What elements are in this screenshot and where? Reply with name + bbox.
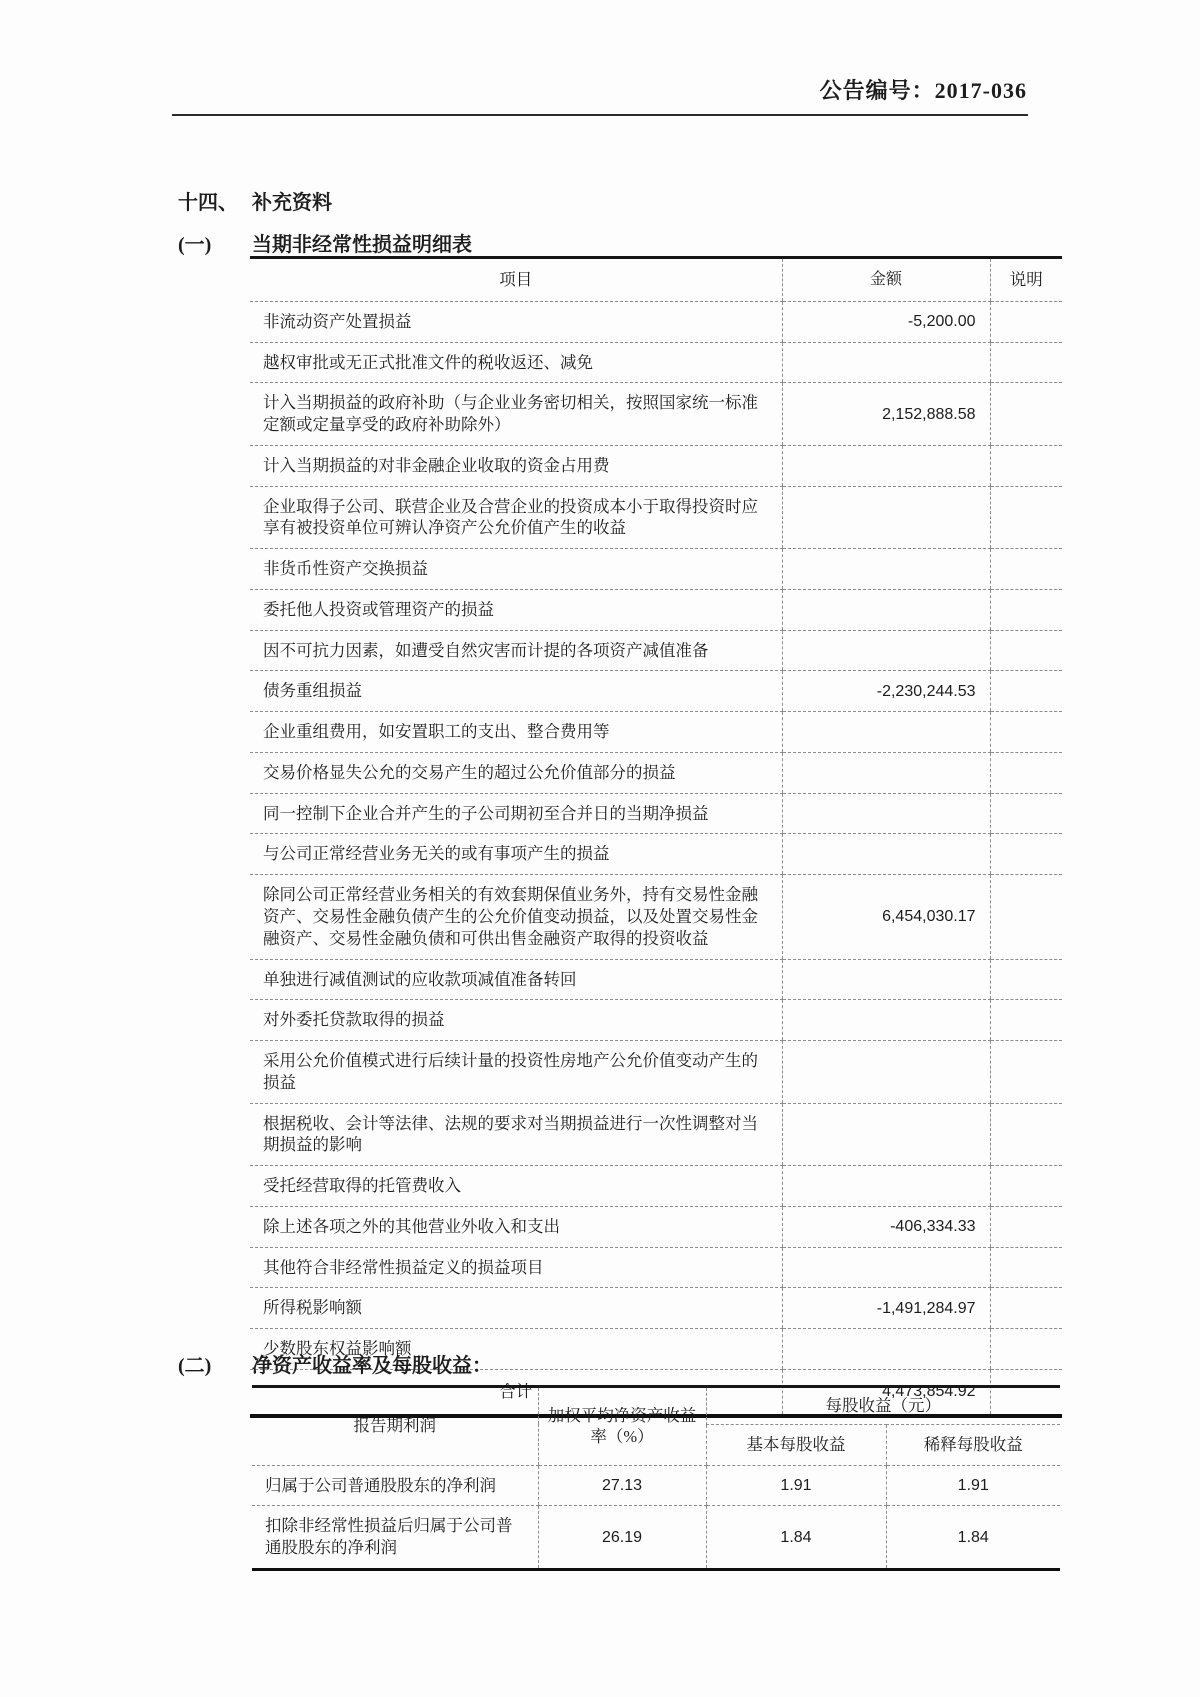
amount-cell — [782, 834, 990, 875]
item-cell: 非流动资产处置损益 — [250, 301, 782, 342]
table-row — [250, 630, 1062, 671]
table-row — [252, 1465, 1060, 1506]
section-title: 补充资料 — [252, 192, 332, 214]
table-row — [250, 834, 1062, 875]
table-row — [250, 383, 1062, 446]
table-row — [250, 752, 1062, 793]
item-cell: 除上述各项之外的其他营业外收入和支出 — [250, 1206, 782, 1247]
basic-eps-cell: 1.91 — [706, 1465, 886, 1506]
table-header-row — [252, 1387, 1060, 1425]
amount-cell: -5,200.00 — [782, 301, 990, 342]
note-cell — [990, 1166, 1062, 1207]
table-row — [250, 875, 1062, 959]
note-cell — [990, 301, 1062, 342]
item-cell: 企业重组费用，如安置职工的支出、整合费用等 — [250, 712, 782, 753]
item-cell: 计入当期损益的对非金融企业收取的资金占用费 — [250, 445, 782, 486]
total-label: 合计 — [499, 1381, 533, 1401]
amount-cell — [782, 752, 990, 793]
note-cell — [990, 1103, 1062, 1166]
note-cell — [990, 342, 1062, 383]
item-cell: 同一控制下企业合并产生的子公司期初至合并日的当期净损益 — [250, 793, 782, 834]
amount-cell — [782, 1166, 990, 1207]
column-header-basic-eps: 基本每股收益 — [706, 1424, 886, 1465]
note-cell — [990, 712, 1062, 753]
amount-cell — [782, 959, 990, 1000]
column-header-profit: 报告期利润 — [252, 1387, 538, 1466]
amount-cell: -406,334.33 — [782, 1206, 990, 1247]
note-cell — [990, 959, 1062, 1000]
table-row — [250, 549, 1062, 590]
subsection1-title: 当期非经常性损益明细表 — [252, 234, 472, 256]
table-row — [250, 342, 1062, 383]
section-heading — [178, 186, 332, 215]
subsection2-number: (二) — [178, 1355, 212, 1377]
nonrecurring-items-table — [250, 256, 1062, 1418]
column-header-roe: 加权平均净资产收益率（%） — [538, 1387, 706, 1466]
table-row — [250, 486, 1062, 549]
section-number: 十四、 — [178, 192, 238, 214]
roe-eps-table-body — [252, 1465, 1060, 1569]
amount-cell: 6,454,030.17 — [782, 875, 990, 959]
item-cell: 采用公允价值模式进行后续计量的投资性房地产公允价值变动产生的损益 — [250, 1041, 782, 1104]
note-cell — [990, 1041, 1062, 1104]
table-row — [250, 712, 1062, 753]
table-row — [250, 793, 1062, 834]
item-cell: 与公司正常经营业务无关的或有事项产生的损益 — [250, 834, 782, 875]
note-cell — [990, 445, 1062, 486]
table-row — [250, 1000, 1062, 1041]
note-cell — [990, 1000, 1062, 1041]
note-cell — [990, 834, 1062, 875]
subsection2-title: 净资产收益率及每股收益： — [252, 1355, 492, 1377]
profit-item-cell: 归属于公司普通股股东的净利润 — [252, 1465, 538, 1506]
header-divider — [172, 114, 1028, 116]
amount-cell — [782, 589, 990, 630]
subsection2-heading — [178, 1349, 492, 1378]
table-row — [250, 1166, 1062, 1207]
table-row — [250, 1288, 1062, 1329]
diluted-eps-cell: 1.91 — [886, 1465, 1060, 1506]
note-cell — [990, 1206, 1062, 1247]
column-header-eps-group: 每股收益（元） — [706, 1387, 1060, 1425]
column-header-diluted-eps: 稀释每股收益 — [886, 1424, 1060, 1465]
item-cell: 越权审批或无正式批准文件的税收返还、减免 — [250, 342, 782, 383]
amount-cell — [782, 445, 990, 486]
subsection1-number: (一) — [178, 234, 212, 256]
table-row — [250, 1103, 1062, 1166]
roe-cell: 27.13 — [538, 1465, 706, 1506]
column-header-item: 项目 — [250, 258, 782, 302]
note-cell — [990, 549, 1062, 590]
note-cell — [990, 671, 1062, 712]
profit-item-cell: 扣除非经常性损益后归属于公司普通股股东的净利润 — [265, 1516, 513, 1558]
note-cell — [990, 1329, 1062, 1370]
item-cell: 少数股东权益影响额 — [250, 1329, 782, 1370]
announcement-number: 公告编号：2017-036 — [819, 78, 1027, 103]
amount-cell — [782, 1041, 990, 1104]
item-cell: 因不可抗力因素，如遭受自然灾害而计提的各项资产减值准备 — [250, 630, 782, 671]
table-row — [250, 1041, 1062, 1104]
column-header-note: 说明 — [990, 258, 1062, 302]
nonrecurring-table-body — [250, 301, 1062, 1369]
item-cell: 所得税影响额 — [250, 1288, 782, 1329]
note-cell — [990, 486, 1062, 549]
table-row — [252, 1506, 1060, 1570]
table-row — [250, 959, 1062, 1000]
amount-cell — [782, 1247, 990, 1288]
basic-eps-cell: 1.84 — [706, 1506, 886, 1570]
item-cell: 对外委托贷款取得的损益 — [250, 1000, 782, 1041]
column-header-amount: 金额 — [782, 258, 990, 302]
table-header-row — [250, 258, 1062, 302]
table-row — [250, 301, 1062, 342]
amount-cell — [782, 486, 990, 549]
amount-cell — [782, 549, 990, 590]
amount-cell — [782, 793, 990, 834]
item-cell: 单独进行减值测试的应收款项减值准备转回 — [250, 959, 782, 1000]
amount-cell — [782, 630, 990, 671]
table-row — [250, 1247, 1062, 1288]
item-cell: 非货币性资产交换损益 — [250, 549, 782, 590]
table-row — [250, 445, 1062, 486]
item-cell: 计入当期损益的政府补助（与企业业务密切相关，按照国家统一标准定额或定量享受的政府补助除外） — [250, 383, 782, 446]
note-cell — [990, 589, 1062, 630]
amount-cell — [782, 712, 990, 753]
amount-cell — [782, 1103, 990, 1166]
note-cell — [990, 1247, 1062, 1288]
item-cell: 受托经营取得的托管费收入 — [250, 1166, 782, 1207]
amount-cell — [782, 1000, 990, 1041]
note-cell — [990, 1288, 1062, 1329]
note-cell — [990, 875, 1062, 959]
table-row — [250, 589, 1062, 630]
item-cell: 债务重组损益 — [250, 671, 782, 712]
amount-cell: -1,491,284.97 — [782, 1288, 990, 1329]
note-cell — [990, 630, 1062, 671]
amount-cell — [782, 1329, 990, 1370]
amount-cell: 2,152,888.58 — [782, 383, 990, 446]
amount-cell: -2,230,244.53 — [782, 671, 990, 712]
roe-eps-table — [252, 1385, 1060, 1571]
total-amount: 4,473,854.92 — [782, 1369, 990, 1415]
subsection1-heading — [178, 228, 472, 257]
roe-cell: 26.19 — [538, 1506, 706, 1570]
note-cell — [990, 752, 1062, 793]
item-cell: 根据税收、会计等法律、法规的要求对当期损益进行一次性调整对当期损益的影响 — [250, 1103, 782, 1166]
item-cell: 企业取得子公司、联营企业及合营企业的投资成本小于取得投资时应享有被投资单位可辨认净资产公允价值产生的收益 — [250, 486, 782, 549]
item-cell: 其他符合非经常性损益定义的损益项目 — [250, 1247, 782, 1288]
item-cell: 除同公司正常经营业务相关的有效套期保值业务外，持有交易性金融资产、交易性金融负债产生的公允价值变动损益，以及处置交易性金融资产、交易性金融负债和可供出售金融资产取得的投资收益 — [250, 875, 782, 959]
amount-cell — [782, 342, 990, 383]
table-row — [250, 671, 1062, 712]
note-cell — [990, 793, 1062, 834]
item-cell: 交易价格显失公允的交易产生的超过公允价值部分的损益 — [250, 752, 782, 793]
diluted-eps-cell: 1.84 — [886, 1506, 1060, 1570]
table-row — [250, 1206, 1062, 1247]
item-cell: 委托他人投资或管理资产的损益 — [250, 589, 782, 630]
note-cell — [990, 383, 1062, 446]
